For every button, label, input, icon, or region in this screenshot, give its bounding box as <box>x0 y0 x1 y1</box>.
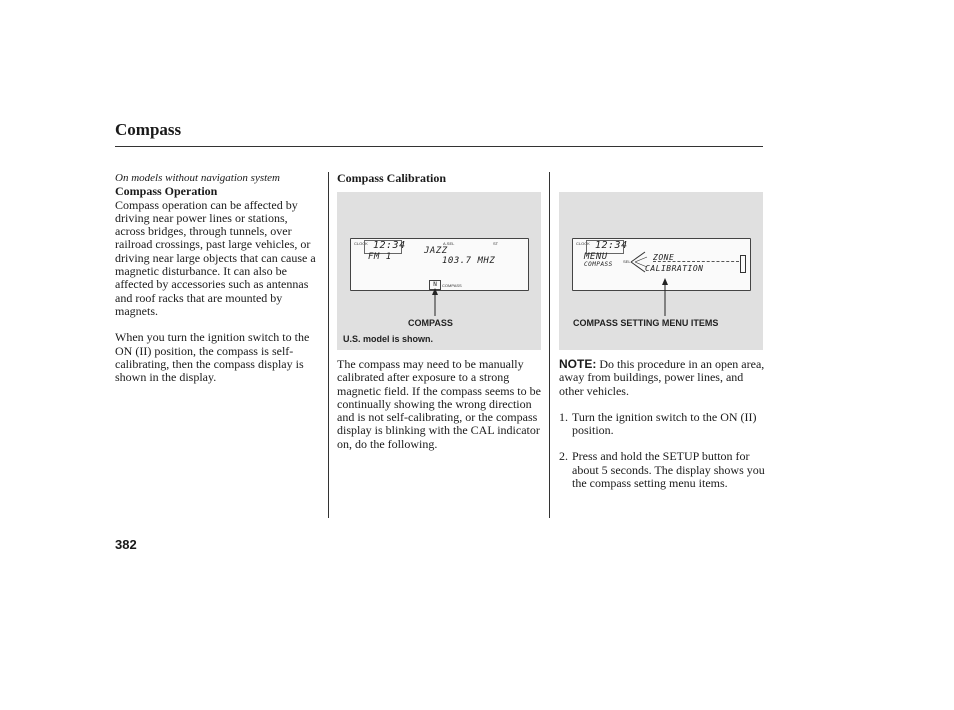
page-number: 382 <box>115 537 137 552</box>
note-label: NOTE: <box>559 357 597 371</box>
submenu-label: COMPASS <box>584 261 613 268</box>
paragraph-calibration-block <box>337 358 547 451</box>
figure-audio-display <box>337 192 541 350</box>
menu-item-calibration: CALIBRATION <box>645 264 704 273</box>
scroll-indicator <box>740 255 746 273</box>
callout-arrow <box>660 278 670 316</box>
step-item <box>559 450 765 490</box>
station-name: JAZZ <box>424 246 448 256</box>
note-text: Do this procedure in an open area, away from buildings, power lines, and other vehicles. <box>559 357 765 398</box>
note-paragraph <box>559 358 765 398</box>
section-heading-calibration: Compass Calibration <box>337 171 447 185</box>
paragraph-calibration: The compass may need to be manually calibrated after exposure to a strong magnetic field. If the compass seems to be continually showing the wrong direction and is not self-calibrating, or the compass display is blinking with the CAL indicator on, do the following. <box>337 357 541 451</box>
page-title: Compass <box>115 120 182 139</box>
callout-menu-items: COMPASS SETTING MENU ITEMS <box>573 318 719 328</box>
frequency-readout: 103.7 MHZ <box>442 256 496 266</box>
band-label: FM 1 <box>368 252 392 262</box>
callout-compass: COMPASS <box>408 318 453 328</box>
figure-caption: U.S. model is shown. <box>343 334 434 344</box>
column-procedure <box>559 358 765 490</box>
column-compass-operation <box>115 172 320 384</box>
step-number: 1. <box>559 409 568 424</box>
clock-readout: 12:34 <box>595 240 628 251</box>
column-divider-1 <box>328 172 329 518</box>
column-divider-2 <box>549 172 550 518</box>
title-rule <box>115 146 763 147</box>
callout-arrow <box>430 288 440 316</box>
paragraph-operation-2: When you turn the ignition switch to the ON (II) position, the compass is self-calibrating, then the compass display is shown in the display. <box>115 330 310 385</box>
section-heading-operation: Compass Operation <box>115 184 218 199</box>
step-number: 2. <box>559 449 568 464</box>
clock-readout: 12:34 <box>373 240 406 251</box>
figure-compass-menu <box>559 192 763 350</box>
step-text: Press and hold the SETUP button for about 5 seconds. The display shows you the compass setting menu items. <box>572 449 765 491</box>
step-item <box>559 411 765 438</box>
compass-indicator: N <box>429 280 441 290</box>
menu-label: MENU <box>584 252 608 262</box>
lcd-panel: CLOCK 12:34 A.SEL ST JAZZ FM 1 103.7 MHZ N COMPASS <box>350 238 529 291</box>
lcd-panel-menu: CLOCK 12:34 MENU COMPASS SEL ZONE CALIBRATION <box>572 238 751 291</box>
step-text: Turn the ignition switch to the ON (II) position. <box>572 409 757 438</box>
menu-item-zone: ZONE <box>653 253 675 262</box>
context-note: On models without navigation system <box>115 172 280 184</box>
paragraph-operation-1: Compass operation can be affected by driving near power lines or stations, across bridges, through tunnels, over railroad crossings, past large vehicles, or driving near large objects that can cause a magnetic disturbance. It can also be affected by accessories such as antennas and roof racks that are mounted by magnets. <box>115 197 316 318</box>
column-compass-calibration <box>337 172 543 185</box>
